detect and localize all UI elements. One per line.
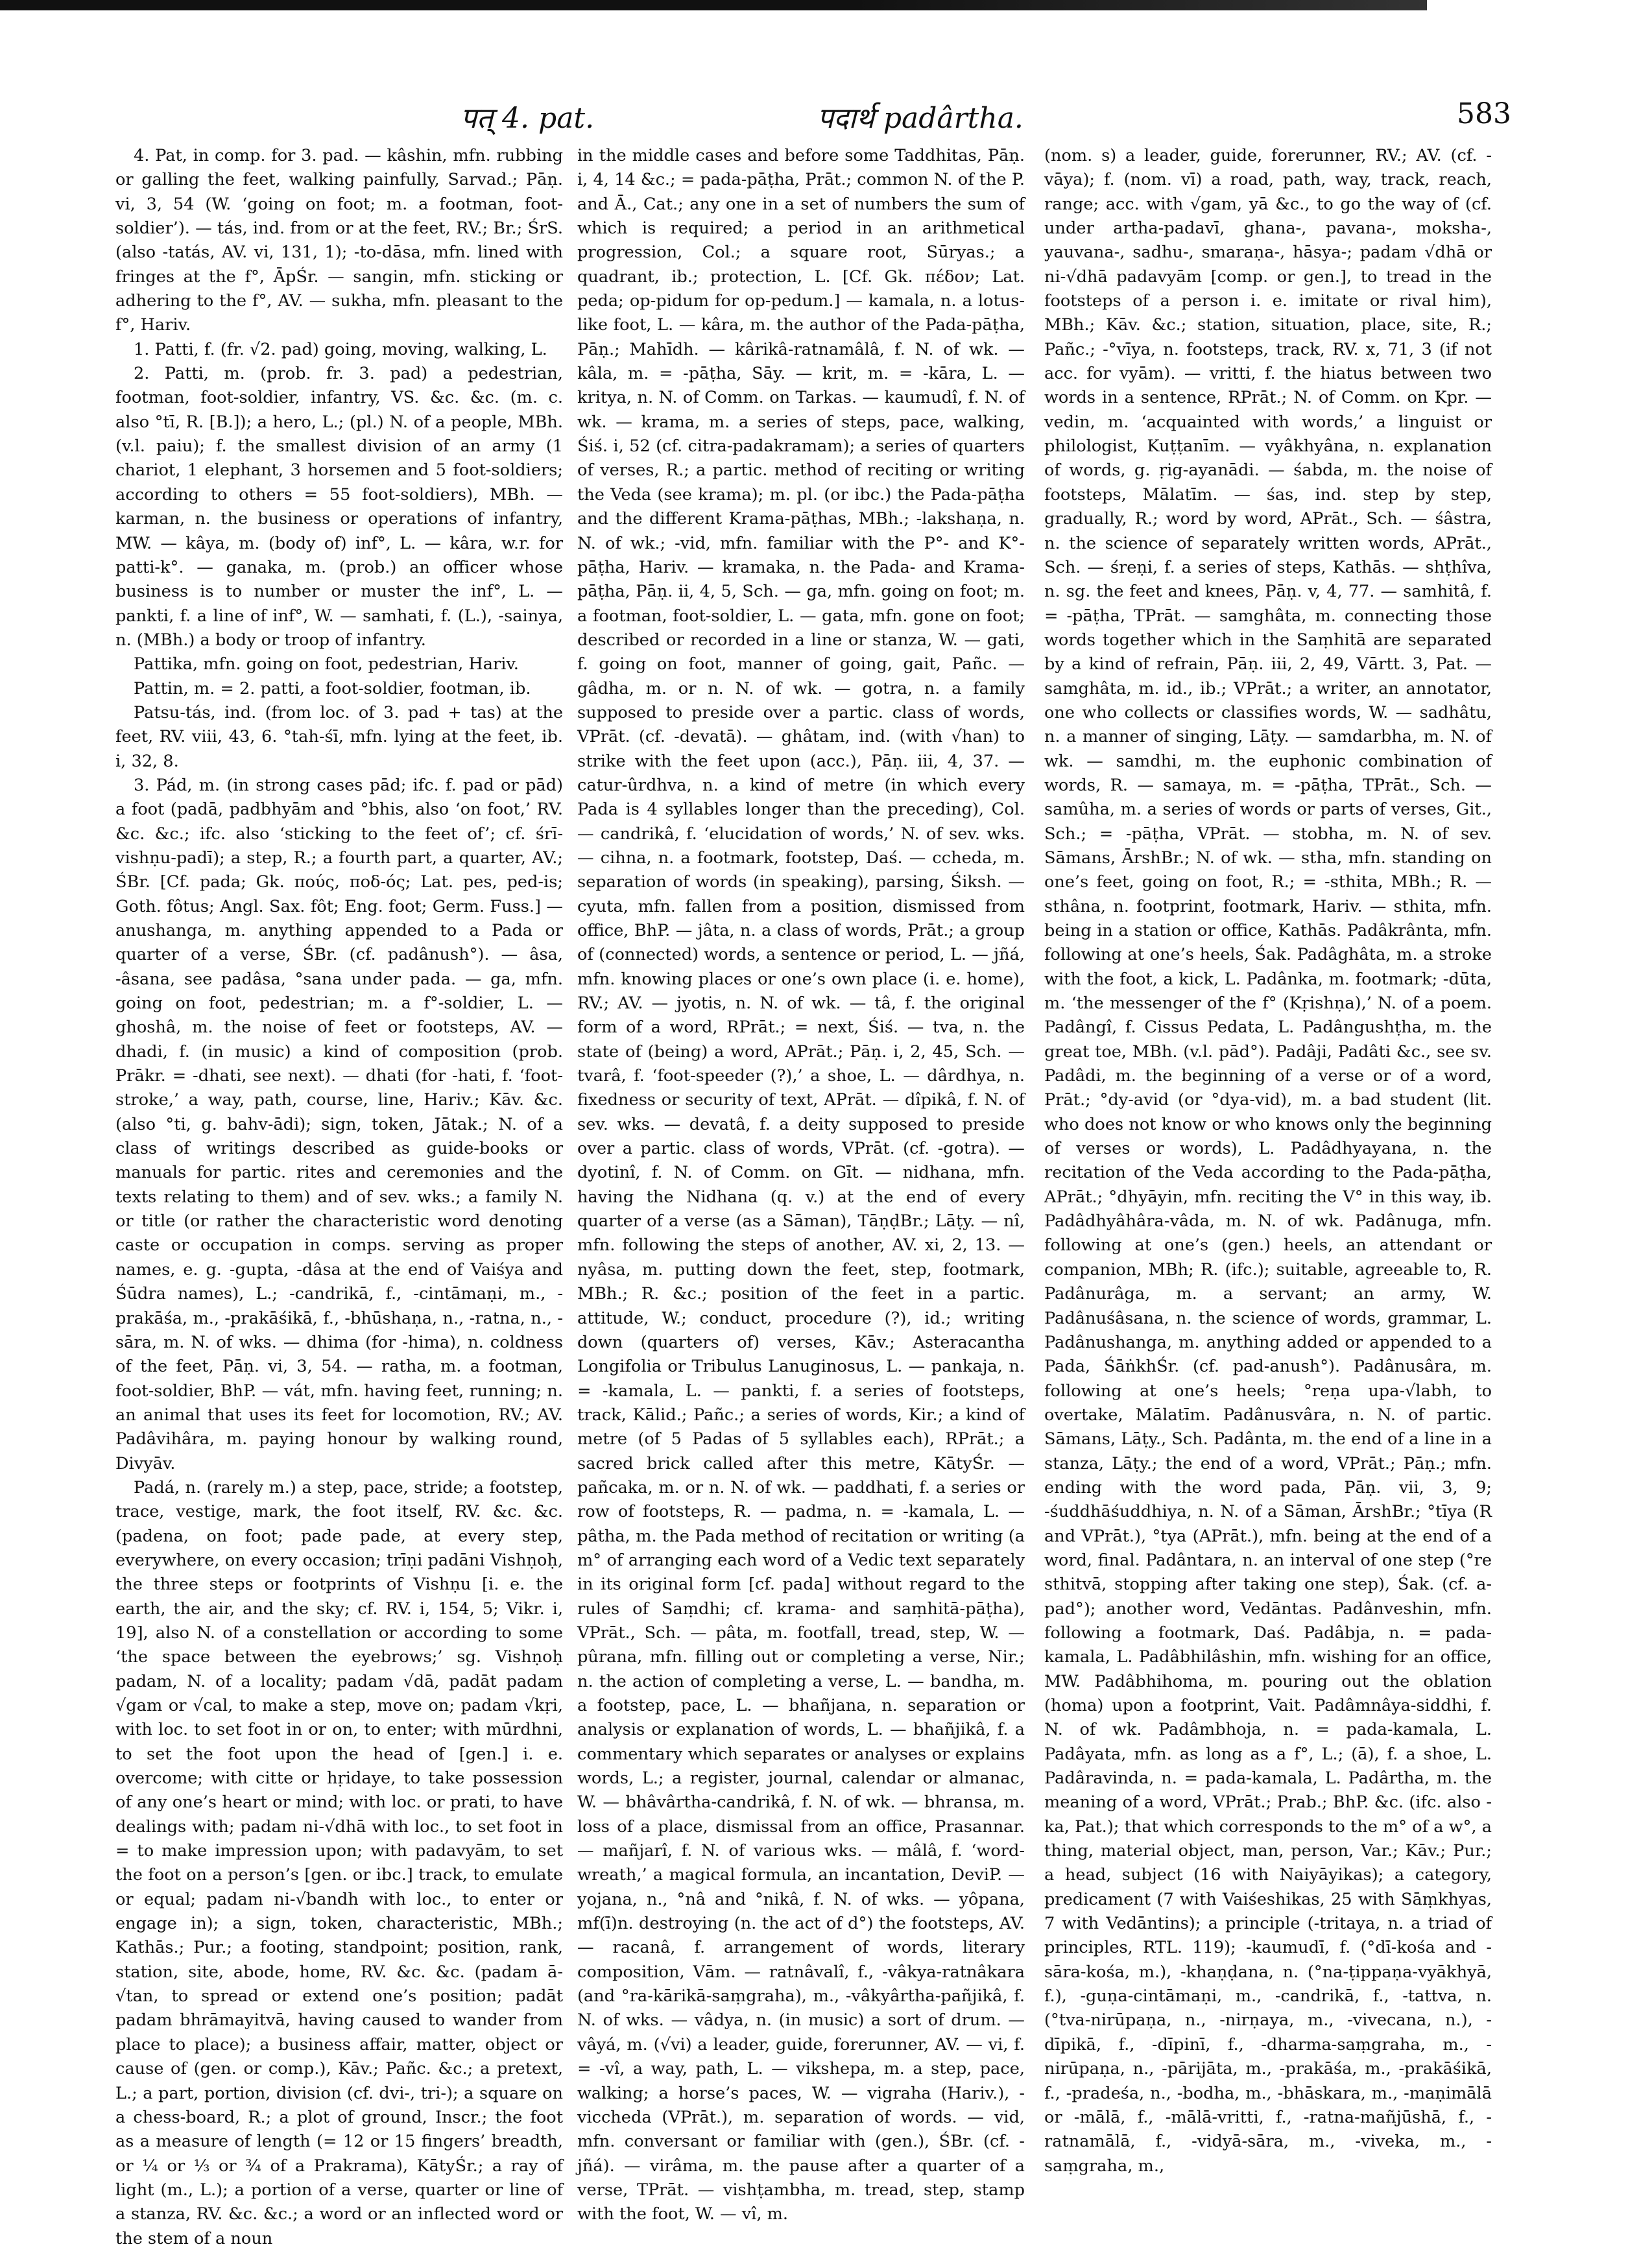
entry-pad: 3. Pád, m. (in strong cases pād; ifc. f. pad or pād) a foot (padā, padbhyām and °bhis, also ‘on foot,’ RV. &c. &c.; ifc. also ‘sticking to the feet of’; cf. śrī-vishṇu-padī); a step, R.; a fourth part, a quarter, AV.; ŚBr. [Cf. pada; Gk. πούς, ποδ-ός; Lat. pes, ped-is; Goth. fôtus; Angl. Sax. fôt; Eng. foot; Germ. Fuss.] — anushanga, m. anything appended to a Pada or quarter of a verse, ŚBr. (cf. padânush°). — âsa, -âsana, see padâsa, °sana under pada. — ga, mfn. going on foot, pedestrian; m. a f°-soldier, L. — ghoshâ, m. the noise of feet or footsteps, AV. — dhadi, f. (in music) a kind of composition (prob. Prākr. = -dhati, see next). — dhati (for -hati, f. ‘foot-stroke,’ a way, path, course, line, Hariv.; Kāv. &c. (also °ti, g. bahv-ādi); sign, token, Jātak.; N. of a class of writings described as guide-books or manuals for partic. rites and ceremonies and the texts relating to them) and of sev. wks.; a family N. or title (or rather the characteristic word denoting caste or occupation in comps. serving as proper names, e. g. -gupta, -dâsa at the end of Vaiśya and Śūdra names), L.; -candrikā, f., -cintāmaṇi, m., -prakāśa, m., -prakāśikā, f., -bhūshaṇa, n., -ratna, n., -sāra, m. N. of wks. — dhima (for -hima), n. coldness of the feet, Pāṇ. vi, 3, 54. — ratha, m. a footman, foot-soldier, BhP. — vát, mfn. having feet, running; n. an animal that uses its feet for locomotion, RV.; AV. Padâvihâra, m. paying honour by walking round, Divyāv. — [115, 775, 563, 1473]
entry-patti-1: 1. Patti, f. (fr. √2. pad) going, moving, walking, L. — [134, 339, 547, 359]
entry-pat: 4. Pat, in comp. for 3. pad. — kâshin, mfn. rubbing or galling the feet, walking painfully, Sarvad.; Pāṇ. vi, 3, 54 (W. ‘going on foot; m. a footman, foot-soldier’). — tás, ind. from or at the feet, RV.; Br.; ŚrS. (also -tatás, AV. vi, 131, 1); -to-dāsa, mfn. lined with fringes at the f°, ĀpŚr. — sangin, mfn. sticking or adhering to the f°, AV. — sukha, mfn. pleasant to the f°, Hariv. — [115, 146, 563, 335]
page-number: 583 — [1457, 97, 1511, 130]
entry-patti-2: 2. Patti, m. (prob. fr. 3. pad) a pedestrian, footman, foot-soldier, infantry, VS. &c. &c. (m. c. also °tī, R. [B.]); a hero, L.; (pl.) N. of a people, MBh. (v.l. paiu); f. the smallest division of an army (1 chariot, 1 elephant, 3 horsemen and 5 foot-soldiers; according to others = 55 foot-soldiers), MBh. — karman, n. the business or operations of infantry, MW. — kâya, m. (body of) inf°, L. — kâra, w.r. for patti-k°. — ganaka, m. (prob.) an officer whose business is to number or muster the inf°, L. — pankti, f. a line of inf°, W. — samhati, f. (L.), -sainya, n. (MBh.) a body or troop of infantry. — [115, 364, 563, 650]
running-header — [117, 97, 1511, 143]
entry-patsu-tas: Patsu-tás, ind. (from loc. of 3. pad + tas) at the feet, RV. viii, 43, 6. °tah-śī, mfn. lying at the feet, ib. i, 32, 8. — [115, 702, 563, 771]
column-3 — [1044, 144, 1492, 2176]
entry-pattin: Pattin, m. = 2. patti, a foot-soldier, footman, ib. — [134, 678, 531, 698]
entry-pattika: Pattika, mfn. going on foot, pedestrian, Hariv. — [134, 654, 519, 674]
column-2 — [577, 144, 1025, 2224]
entry-pada-continued: in the middle cases and before some Taddhitas, Pāṇ. i, 4, 14 &c.; = pada-pāṭha, Prāt.; common N. of the P. and Ā., Cat.; any one in a set of numbers the sum of which is required; a period in an arithmetical progression, Col.; a square root, Sūryas.; a quadrant, ib.; protection, L. [Cf. Gk. πέδον; Lat. peda; op-pidum for op-pedum.] — kamala, n. a lotus-like foot, L. — kâra, m. the author of the Pada-pāṭha, Pāṇ.; Mahīdh. — kârikâ-ratnamâlâ, f. N. of wk. — kâla, m. = -pāṭha, Sāy. — krit, m. = -kāra, L. — kritya, n. N. of Comm. on Tarkas. — kaumudî, f. N. of wk. — krama, m. a series of steps, pace, walking, Śiś. i, 52 (cf. citra-padakramam); a series of quarters of verses, R.; a partic. method of reciting or writing the Veda (see krama); m. pl. (or ibc.) the Pada-pāṭha and the different Krama-pāṭhas, MBh.; -lakshaṇa, n. N. of wk.; -vid, mfn. familiar with the P°- and K°-pāṭha, Hariv. — kramaka, n. the Pada- and Krama-pāṭha, Pāṇ. ii, 4, 5, Sch. — ga, mfn. going on foot; m. a footman, foot-soldier, L. — gata, mfn. gone on foot; described or recorded in a line or stanza, W. — gati, f. going on foot, manner of going, gait, Pañc. — gâdha, m. or n. N. of wk. — gotra, n. a family supposed to preside over a partic. class of words, VPrāt. (cf. -devatā). — ghâtam, ind. (with √han) to strike with the feet upon (acc.), Pāṇ. iii, 4, 37. — catur-ûrdhva, n. a kind of metre (in which every Pada is 4 syllables longer than the preceding), Col. — candrikâ, f. ‘elucidation of words,’ N. of sev. wks. — cihna, n. a footmark, footstep, Daś. — ccheda, m. separation of words (in speaking), parsing, Śiksh. — cyuta, mfn. fallen from a position, dismissed from office, BhP. — jâta, n. a class of words, Prāt.; a group of (connected) words, a sentence or period, L. — jñá, mfn. knowing places or one’s own place (i. e. home), RV.; AV. — jyotis, n. N. of wk. — tâ, f. the original form of a word, RPrāt.; = next, Śiś. — tva, n. the state of (being) a word, APrāt.; Pāṇ. i, 2, 45, Sch. — tvarâ, f. ‘foot-speeder (?),’ a shoe, L. — dârdhya, n. fixedness or security of text, APrāt. — dîpikâ, f. N. of sev. wks. — devatâ, f. a deity supposed to preside over a partic. class of words, VPrāt. (cf. -gotra). — dyotinî, f. N. of Comm. on Gīt. — nidhana, mfn. having the Nidhana (q. v.) at the end of every quarter of a verse (as a Sāman), TāṇḍBr.; Lāṭy. — nî, mfn. following the steps of another, AV. xi, 2, 13. — nyâsa, m. putting down the feet, step, footmark, MBh.; R. &c.; position of the feet in a partic. attitude, W.; conduct, procedure (?), id.; writing down (quarters of) verses, Kāv.; Asteracantha Longifolia or Tribulus Lanuginosus, L. — pankaja, n. = -kamala, L. — pankti, f. a series of footsteps, track, Kālid.; Pañc.; a series of words, Kir.; a kind of metre (of 5 Padas of 5 syllables each), RPrāt.; a sacred brick called after this metre, KātyŚr. — pañcaka, m. or n. N. of wk. — paddhati, f. a series or row of footsteps, R. — padma, n. = -kamala, L. — pâtha, m. the Pada method of recitation or writing (a m° of arranging each word of a Vedic text separately in its original form [cf. pada] without regard to the rules of Saṃdhi; cf. krama- and saṃhitā-pāṭha), VPrāt., Sch. — pâta, m. footfall, tread, step, W. — pûrana, mfn. filling out or completing a verse, Nir.; n. the action of completing a verse, L. — bandha, m. a footstep, pace, L. — bhañjana, n. separation or analysis or explanation of words, L. — bhañjikâ, f. a commentary which separates or analyses or explains words, L.; a register, journal, calendar or almanac, W. — bhâvârtha-candrikâ, f. N. of wk. — bhransa, m. loss of a place, dismissal from an office, Prasannar. — mañjarî, f. N. of various wks. — mâlâ, f. ‘word-wreath,’ a magical formula, an incantation, DeviP. — yojana, n., °nâ and °nikâ, f. N. of wks. — yôpana, mf(ī)n. destroying (n. the act of d°) the footsteps, AV. — racanâ, f. arrangement of words, literary composition, Vām. — ratnâvalî, f., -vâkya-ratnâkara (and °ra-kārikā-saṃgraha), m., -vâkyârtha-pañjikâ, f. N. of wks. — vâdya, n. (in music) a sort of drum. — vâyá, m. (√vi) a leader, guide, forerunner, AV. — vi, f. = -vî, a way, path, L. — vikshepa, m. a step, pace, walking; a horse’s paces, W. — vigraha (Hariv.), -viccheda (VPrāt.), m. separation of words. — vid, mfn. conversant or familiar with (gen.), ŚBr. (cf. -jñá). — virâma, m. the pause after a quarter of a verse, TPrāt. — vishṭambha, m. tread, step, stamp with the foot, W. — vî, m. — [577, 146, 1025, 2224]
column-1 — [115, 144, 563, 2248]
header-center: पदार्थ padârtha. — [817, 102, 1024, 135]
dictionary-columns — [115, 144, 1510, 2248]
header-left: पत् 4. pat. — [461, 102, 595, 135]
entry-pada: Padá, n. (rarely m.) a step, pace, stride; a footstep, trace, vestige, mark, the foot itself, RV. &c. &c. (padena, on foot; pade pade, at every step, everywhere, on every occasion; trīṇi padāni Vishṇoḥ, the three steps or footprints of Vishṇu [i. e. the earth, the air, and the sky; cf. RV. i, 154, 5; Vikr. i, 19], also N. of a constellation or according to some ‘the space between the eyebrows;’ sg. Vishṇoḥ padam, N. of a locality; padam √dā, padāt padam √gam or √cal, to make a step, move on; padam √kṛi, with loc. to set foot in or on, to enter; with mūrdhni, to set the foot upon the head of [gen.] i. e. overcome; with citte or hṛidaye, to take possession of any one’s heart or mind; with loc. or prati, to have dealings with; padam ni-√dhā with loc., to set foot in = to make impression upon; with padavyām, to set the foot on a person’s [gen. or ibc.] track, to emulate or equal; padam ni-√bandh with loc., to enter or engage in); a sign, token, characteristic, MBh.; Kathās.; Pur.; a footing, standpoint; position, rank, station, site, abode, home, RV. &c. &c. (padam ā-√tan, to spread or extend one’s position; padāt padam bhrāmayitvā, having caused to wander from place to place); a business affair, matter, object or cause of (gen. or comp.), Kāv.; Pañc. &c.; a pretext, L.; a part, portion, division (cf. dvi-, tri-); a square on a chess-board, R.; a plot of ground, Inscr.; the foot as a measure of length (= 12 or 15 fingers’ breadth, or ¼ or ⅓ or ¾ of a Prakrama), KātyŚr.; a ray of light (m., L.); a portion of a verse, quarter or line of a stanza, RV. &c. &c.; a word or an inflected word or the stem of a noun — [115, 1477, 563, 2248]
entry-padavi-continued: (nom. s) a leader, guide, forerunner, RV.; AV. (cf. -vāya); f. (nom. vī) a road, path, way, track, reach, range; acc. with √gam, yā &c., to go the way of (cf. under artha-padavī, ghana-, pavana-, moksha-, yauvana-, sadhu-, smaraṇa-, hāsya-; padam √dhā or ni-√dhā padavyām [comp. or gen.], to tread in the footsteps of a person i. e. imitate or rival him), MBh.; Kāv. &c.; station, situation, place, site, R.; Pañc.; -°vīya, n. footsteps, track, RV. x, 71, 3 (if not acc. for vyām). — vritti, f. the hiatus between two words in a sentence, RPrāt.; N. of Comm. on Kpr. — vedin, m. ‘acquainted with words,’ a linguist or philologist, Kuṭṭanīm. — vyâkhyâna, n. explanation of words, g. ṛig-ayanādi. — śabda, m. the noise of footsteps, Mālatīm. — śas, ind. step by step, gradually, R.; word by word, APrāt., Sch. — śâstra, n. the science of separately written words, APrāt., Sch. — śreṇi, f. a series of steps, Kathās. — shṭhîva, n. sg. the feet and knees, Pāṇ. v, 4, 77. — samhitâ, f. = -pāṭha, TPrāt. — samghâta, m. connecting those words together which in the Saṃhitā are separated by a kind of refrain, Pāṇ. iii, 2, 49, Vārtt. 3, Pat. — samghâta, m. id., ib.; VPrāt.; a writer, an annotator, one who collects or classifies words, W. — sadhâtu, n. a manner of singing, Lāṭy. — samdarbha, m. N. of wk. — samdhi, m. the euphonic combination of words, R. — samaya, m. = -pāṭha, TPrāt., Sch. — samûha, m. a series of words or parts of verses, Git., Sch.; = -pāṭha, VPrāt. — stobha, m. N. of sev. Sāmans, ĀrshBr.; N. of wk. — stha, mfn. standing on one’s feet, going on foot, R.; = -sthita, MBh.; R. — sthâna, n. footprint, footmark, Hariv. — sthita, mfn. being in a station or office, Kathās. Padâkrânta, mfn. following at one’s heels, Śak. Padâghâta, m. a stroke with the foot, a kick, L. Padânka, m. footmark; -dūta, m. ‘the messenger of the f° (Kṛishṇa),’ N. of a poem. Padângî, f. Cissus Pedata, L. Padângushṭha, m. the great toe, MBh. (v.l. pād°). Padâji, Padâti &c., see sv. Padâdi, m. the beginning of a verse or of a word, Prāt.; °dy-avid (or °dya-vid), m. a bad student (lit. who does not know or who knows only the beginning of verses or words), L. Padâdhyayana, n. the recitation of the Veda according to the Pada-pāṭha, APrāt.; °dhyāyin, mfn. reciting the V° in this way, ib. Padâdhyâhâra-vâda, m. N. of wk. Padânuga, mfn. following at one’s (gen.) heels, an attendant or companion, MBh; R. (ifc.); suitable, agreeable to, R. Padânurâga, m. a servant; an army, W. Padânuśâsana, n. the science of words, grammar, L. Padânushanga, m. anything added or appended to a Pada, ŚāṅkhŚr. (cf. pad-anush°). Padânusâra, m. following at one’s heels; °reṇa upa-√labh, to overtake, Mālatīm. Padânusvâra, n. N. of partic. Sāmans, Lāṭy., Sch. Padânta, m. the end of a line in a stanza, Lāṭy.; the end of a word, VPrāt.; Pāṇ.; mfn. ending with the word pada, Pāṇ. vii, 3, 9; -śuddhāśuddhiya, n. N. of a Sāman, ĀrshBr.; °tīya (R and VPrāt.), °tya (APrāt.), mfn. being at the end of a word, final. Padântara, n. an interval of one step (°re sthitvā, stopping after taking one step), Śak. (cf. a-pad°); another word, Vedāntas. Padânveshin, mfn. following a footmark, Daś. Padâbja, n. = pada-kamala, L. Padâbhilâshin, mfn. wishing for an office, MW. Padâbhihoma, m. pouring out the oblation (homa) upon a footprint, Vait. Padâmnâya-siddhi, f. N. of wk. Padâmbhoja, n. = pada-kamala, L. Padâyata, mfn. as long as a f°, L.; (ā), f. a shoe, L. Padâravinda, n. = pada-kamala, L. Padârtha, m. the meaning of a word, VPrāt.; Prab.; BhP. &c. (ifc. also -ka, Pat.); that which corresponds to the m° of a w°, a thing, material object, man, person, Var.; Kāv.; Pur.; a head, subject (16 with Naiyāyikas); a category, predicament (7 with Vaiśeshikas, 25 with Sāṃkhyas, 7 with Vedāntins); a principle (-tritaya, n. a triad of principles, RTL. 119); -kaumudī, f. (°dī-kośa and -sāra-kośa, m.), -khaṇḍana, n. (°na-ṭippaṇa-vyākhyā, f.), -guṇa-cintāmaṇi, m., -candrikā, f., -tattva, n. (°tva-nirūpaṇa, n., -nirṇaya, m., -vivecana, n.), -dīpikā, f., -dīpinī, f., -dharma-saṃgraha, m., -nirūpaṇa, n., -pārijāta, m., -prakāśa, m., -prakāśikā, f., -pradeśa, n., -bodha, m., -bhāskara, m., -maṇimālā or -mālā, f., -mālā-vritti, f., -ratna-mañjūshā, f., -ratnamālā, f., -vidyā-sāra, m., -viveka, m., -saṃgraha, m., — [1044, 146, 1492, 2176]
scan-edge — [0, 0, 1652, 14]
